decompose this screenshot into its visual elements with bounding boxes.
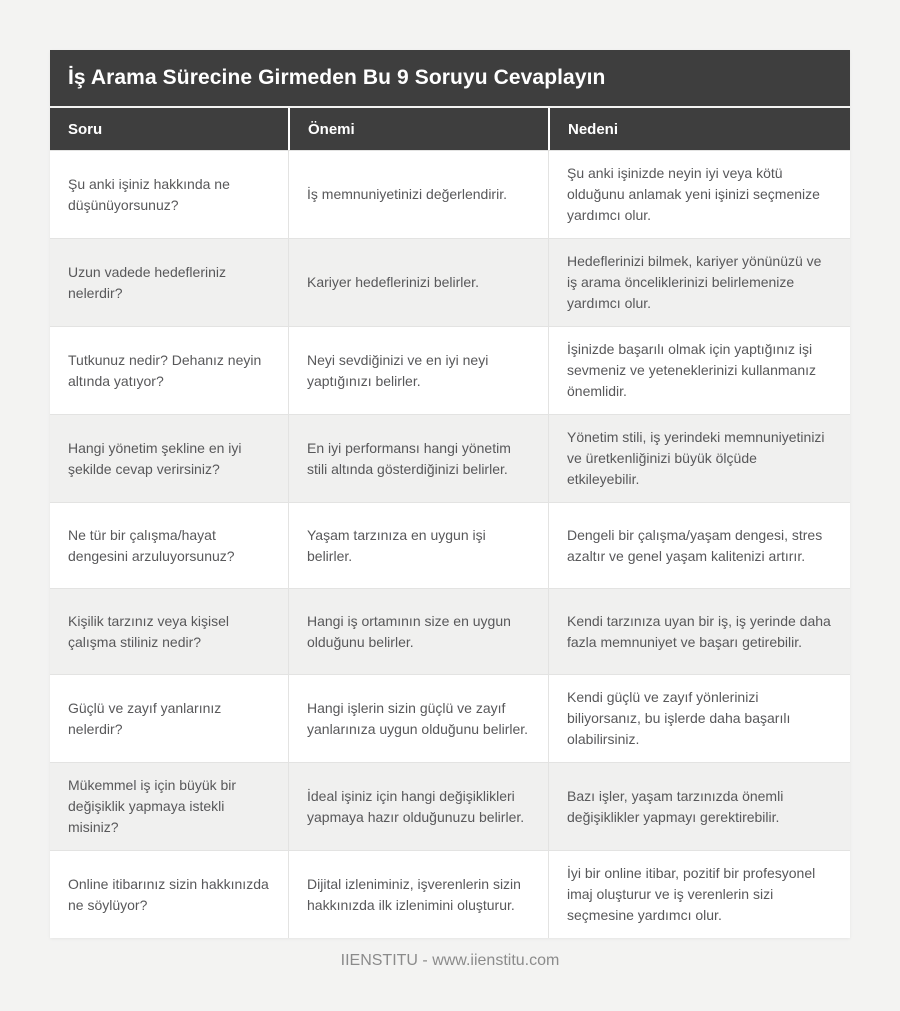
cell-nedeni: Kendi tarzınıza uyan bir iş, iş yerinde daha fazla memnuniyet ve başarı getirebilir. <box>548 589 850 674</box>
cell-onemi: İş memnuniyetinizi değerlendirir. <box>288 151 548 238</box>
cell-nedeni: İşinizde başarılı olmak için yaptığınız işi sevmeniz ve yeteneklerinizi kullanmanız önemlidir. <box>548 327 850 414</box>
cell-soru: Güçlü ve zayıf yanlarınız nelerdir? <box>68 699 222 737</box>
cell-soru: Uzun vadede hedefleriniz nelerdir? <box>68 263 226 301</box>
footer-credit: IIENSTITU - www.iienstitu.com <box>340 952 560 969</box>
table-row <box>50 674 850 762</box>
cell-onemi: En iyi performansı hangi yönetim stili altında gösterdiğinizi belirler. <box>288 415 548 502</box>
table-body <box>50 150 850 938</box>
cell-soru: Online itibarınız sizin hakkınızda ne söylüyor? <box>68 875 269 913</box>
cell-onemi: Hangi işlerin sizin güçlü ve zayıf yanlarınıza uygun olduğunu belirler. <box>288 675 548 762</box>
cell-soru: Tutkunuz nedir? Dehanız neyin altında yatıyor? <box>68 351 262 389</box>
cell-onemi: İdeal işiniz için hangi değişiklikleri yapmaya hazır olduğunuzu belirler. <box>288 763 548 850</box>
question-table-card <box>50 50 850 938</box>
cell-soru: Hangi yönetim şekline en iyi şekilde cevap verirsiniz? <box>68 439 242 477</box>
table-row <box>50 588 850 674</box>
table-row <box>50 762 850 850</box>
table-header-row <box>50 108 850 150</box>
table-row <box>50 414 850 502</box>
cell-onemi: Yaşam tarzınıza en uygun işi belirler. <box>288 503 548 588</box>
page-title: İş Arama Sürecine Girmeden Bu 9 Soruyu Cevaplayın <box>68 66 606 89</box>
cell-onemi: Dijital izleniminiz, işverenlerin sizin hakkınızda ilk izlenimini oluşturur. <box>288 851 548 938</box>
cell-nedeni: Dengeli bir çalışma/yaşam dengesi, stres azaltır ve genel yaşam kalitenizi artırır. <box>548 503 850 588</box>
cell-nedeni: Şu anki işinizde neyin iyi veya kötü olduğunu anlamak yeni işinizi seçmenize yardımcı olur. <box>548 151 850 238</box>
cell-onemi: Neyi sevdiğinizi ve en iyi neyi yaptığınızı belirler. <box>288 327 548 414</box>
cell-soru: Şu anki işiniz hakkında ne düşünüyorsunuz? <box>68 175 230 213</box>
cell-nedeni: Bazı işler, yaşam tarzınızda önemli değişiklikler yapmayı gerektirebilir. <box>548 763 850 850</box>
table-row <box>50 238 850 326</box>
table-row <box>50 502 850 588</box>
cell-nedeni: Yönetim stili, iş yerindeki memnuniyetinizi ve üretkenliğinizi büyük ölçüde etkileyebilir. <box>548 415 850 502</box>
table-row <box>50 850 850 938</box>
cell-onemi: Hangi iş ortamının size en uygun olduğunu belirler. <box>288 589 548 674</box>
cell-nedeni: Kendi güçlü ve zayıf yönlerinizi biliyorsanız, bu işlerde daha başarılı olabilirsiniz. <box>548 675 850 762</box>
column-header-soru: Soru <box>68 120 103 138</box>
title-bar <box>50 50 850 108</box>
column-header-nedeni: Nedeni <box>548 108 850 150</box>
table-row <box>50 326 850 414</box>
cell-nedeni: Hedeflerinizi bilmek, kariyer yönünüzü ve iş arama önceliklerinizi belirlemenize yardımcı olur. <box>548 239 850 326</box>
cell-onemi: Kariyer hedeflerinizi belirler. <box>288 239 548 326</box>
cell-soru: Kişilik tarzınız veya kişisel çalışma stiliniz nedir? <box>68 612 230 650</box>
cell-soru: Mükemmel iş için büyük bir değişiklik yapmaya istekli misiniz? <box>68 777 237 835</box>
column-header-onemi: Önemi <box>288 108 548 150</box>
cell-nedeni: İyi bir online itibar, pozitif bir profesyonel imaj oluşturur ve iş verenlerin sizi seçmesine yardımcı olur. <box>548 851 850 938</box>
cell-soru: Ne tür bir çalışma/hayat dengesini arzuluyorsunuz? <box>68 526 235 564</box>
table-row <box>50 150 850 238</box>
